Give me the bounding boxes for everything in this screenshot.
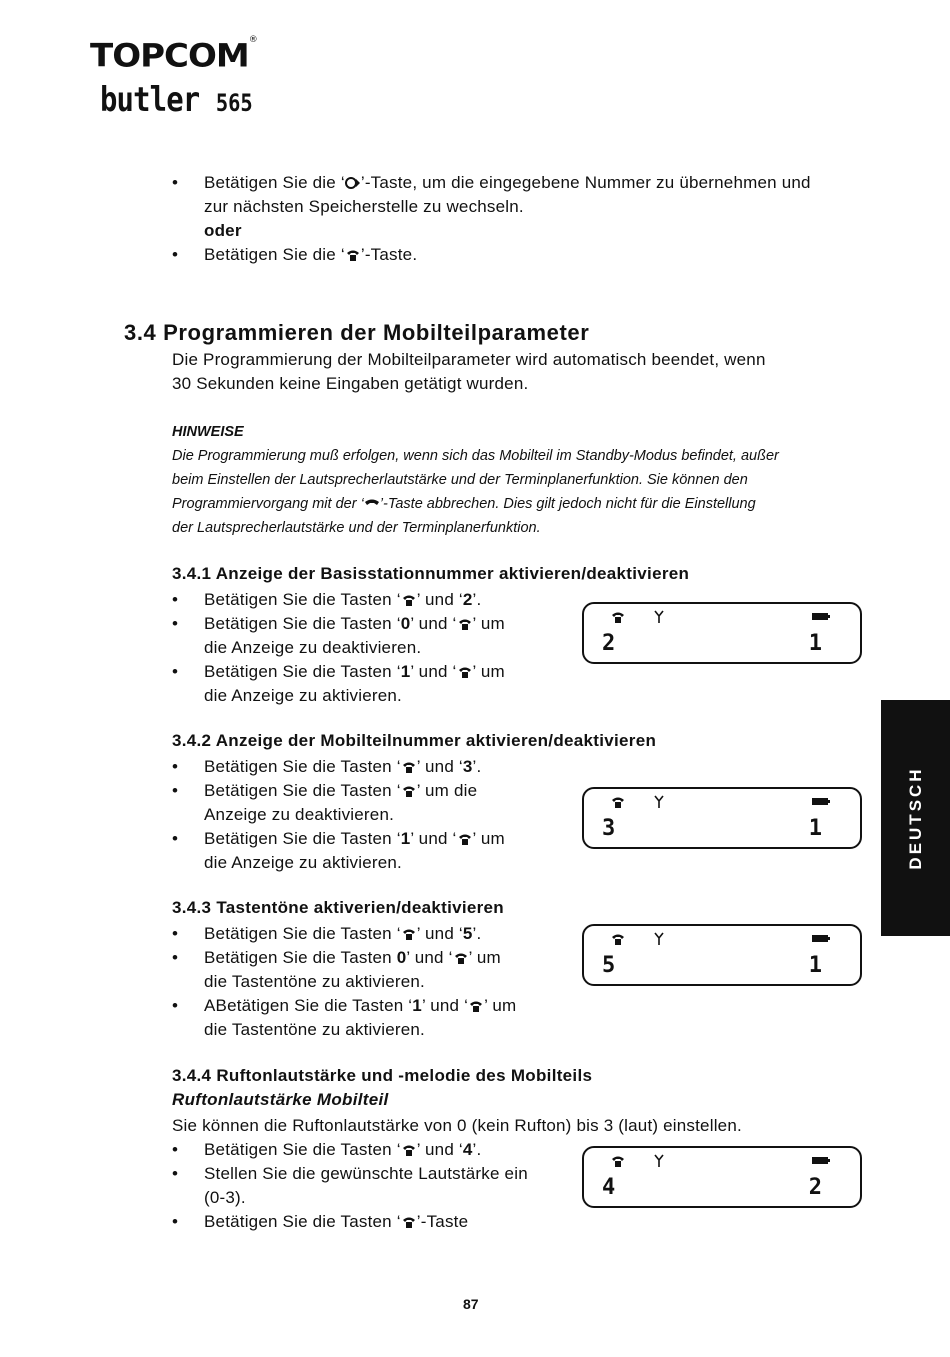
s342-bullet-3-line-2: die Anzeige zu aktivieren. — [204, 853, 402, 872]
intro-bullet-1-line-2: zur nächsten Speicherstelle zu wechseln. — [204, 197, 524, 216]
intro-bullet-2: • Betätigen Sie die ‘ ’-Taste. — [172, 245, 418, 264]
section-3-4-3-title: 3.4.3 Tastentöne aktiverien/deaktivieren — [172, 898, 504, 917]
menu-phone-key-icon — [401, 760, 417, 774]
section-3-4-line-2: 30 Sekunden keine Eingaben getätigt wurden. — [172, 374, 529, 393]
menu-phone-key-icon — [401, 1215, 417, 1229]
s343-bullet-3: • ABetätigen Sie die Tasten ‘1’ und ‘ ’ um — [172, 996, 517, 1015]
section-3-4-line-1: Die Programmierung der Mobilteilparameter wird automatisch beendet, wenn — [172, 350, 766, 369]
note-line-2: beim Einstellen der Lautsprecherlautstärke und der Terminplanerfunktion. Sie können den — [172, 472, 748, 488]
phone-icon — [610, 932, 626, 946]
menu-phone-key-icon — [401, 784, 417, 798]
lcd-display-3-4-4 — [582, 1146, 862, 1208]
oder-label: oder — [204, 221, 242, 240]
language-label: DEUTSCH — [905, 766, 925, 870]
ok-key-icon — [345, 176, 361, 190]
s344-bullet-2-line-2: (0-3). — [204, 1188, 246, 1207]
s341-bullet-1: • Betätigen Sie die Tasten ‘ ’ und ‘2’. — [172, 590, 482, 609]
lcd-display-3-4-1 — [582, 602, 862, 664]
menu-phone-key-icon — [401, 593, 417, 607]
menu-phone-key-icon — [457, 832, 473, 846]
s342-bullet-1: • Betätigen Sie die Tasten ‘ ’ und ‘3’. — [172, 757, 482, 776]
antenna-icon — [654, 795, 664, 809]
lcd-left-value: 4 — [602, 1175, 616, 1200]
lcd-left-value: 5 — [602, 953, 616, 978]
lcd-right-value: 2 — [808, 1175, 822, 1200]
end-call-key-icon — [364, 496, 380, 510]
lcd-right-value: 1 — [808, 816, 822, 841]
menu-phone-key-icon — [453, 951, 469, 965]
s344-bullet-3: • Betätigen Sie die Tasten ‘ ’-Taste — [172, 1212, 469, 1231]
s344-bullet-2: • Stellen Sie die gewünschte Lautstärke ein — [172, 1164, 528, 1183]
section-3-4-title: 3.4 Programmieren der Mobilteilparameter — [124, 320, 590, 345]
s342-bullet-3: • Betätigen Sie die Tasten ‘1’ und ‘ ’ um — [172, 829, 505, 848]
phone-icon — [610, 1154, 626, 1168]
s341-bullet-3: • Betätigen Sie die Tasten ‘1’ und ‘ ’ um — [172, 662, 505, 681]
menu-phone-key-icon — [457, 617, 473, 631]
s341-bullet-2: • Betätigen Sie die Tasten ‘0’ und ‘ ’ um — [172, 614, 505, 633]
lcd-left-value: 2 — [602, 631, 616, 656]
lcd-right-value: 1 — [808, 953, 822, 978]
note-line-1: Die Programmierung muß erfolgen, wenn sich das Mobilteil im Standby-Modus befindet, außer — [172, 448, 779, 464]
antenna-icon — [654, 1154, 664, 1168]
intro-bullet-1: • Betätigen Sie die ‘ ’-Taste, um die eingegebene Nummer zu übernehmen und — [172, 173, 811, 192]
menu-phone-key-icon — [401, 927, 417, 941]
language-side-tab — [881, 700, 950, 936]
section-3-4-1-title: 3.4.1 Anzeige der Basisstationnummer aktivieren/deaktivieren — [172, 564, 690, 583]
s343-bullet-3-line-2: die Tastentöne zu aktivieren. — [204, 1020, 425, 1039]
battery-icon — [812, 613, 830, 620]
lcd-left-value: 3 — [602, 816, 616, 841]
note-line-4: der Lautsprecherlautstärke und der Terminplanerfunktion. — [172, 520, 541, 536]
section-3-4-4-title: 3.4.4 Ruftonlautstärke und -melodie des Mobilteils — [172, 1066, 593, 1085]
s344-bullet-1: • Betätigen Sie die Tasten ‘ ’ und ‘4’. — [172, 1140, 482, 1159]
section-3-4-2-title: 3.4.2 Anzeige der Mobilteilnummer aktivieren/deaktivieren — [172, 731, 657, 750]
lcd-display-3-4-2 — [582, 787, 862, 849]
s343-bullet-2: • Betätigen Sie die Tasten 0’ und ‘ ’ um — [172, 948, 501, 967]
battery-icon — [812, 798, 830, 805]
menu-phone-key-icon — [457, 665, 473, 679]
hinweise-title: HINWEISE — [172, 424, 244, 440]
section-3-4-4-subtitle: Ruftonlautstärke Mobilteil — [172, 1090, 389, 1109]
lcd-display-3-4-3 — [582, 924, 862, 986]
page-number: 87 — [463, 1296, 479, 1312]
s342-bullet-2-line-2: Anzeige zu deaktivieren. — [204, 805, 395, 824]
battery-icon — [812, 1157, 830, 1164]
butler-logo: butler 565 — [100, 80, 253, 120]
note-line-3: Programmiervorgang mit der ‘ ’-Taste abbrechen. Dies gilt jedoch nicht für die Einstellung — [172, 496, 756, 512]
menu-phone-key-icon — [468, 999, 484, 1013]
phone-icon — [610, 610, 626, 624]
phone-icon — [610, 795, 626, 809]
s343-bullet-2-line-2: die Tastentöne zu aktivieren. — [204, 972, 425, 991]
s341-bullet-2-line-2: die Anzeige zu deaktivieren. — [204, 638, 422, 657]
antenna-icon — [654, 932, 664, 946]
section-3-4-4-line-1: Sie können die Ruftonlautstärke von 0 (kein Rufton) bis 3 (laut) einstellen. — [172, 1116, 742, 1135]
s343-bullet-1: • Betätigen Sie die Tasten ‘ ’ und ‘5’. — [172, 924, 482, 943]
menu-phone-key-icon — [401, 1143, 417, 1157]
s341-bullet-3-line-2: die Anzeige zu aktivieren. — [204, 686, 402, 705]
topcom-logo: TOPCOM® — [90, 34, 257, 75]
lcd-right-value: 1 — [808, 631, 822, 656]
battery-icon — [812, 935, 830, 942]
s342-bullet-2: • Betätigen Sie die Tasten ‘ ’ um die — [172, 781, 478, 800]
menu-phone-key-icon — [345, 248, 361, 262]
antenna-icon — [654, 610, 664, 624]
